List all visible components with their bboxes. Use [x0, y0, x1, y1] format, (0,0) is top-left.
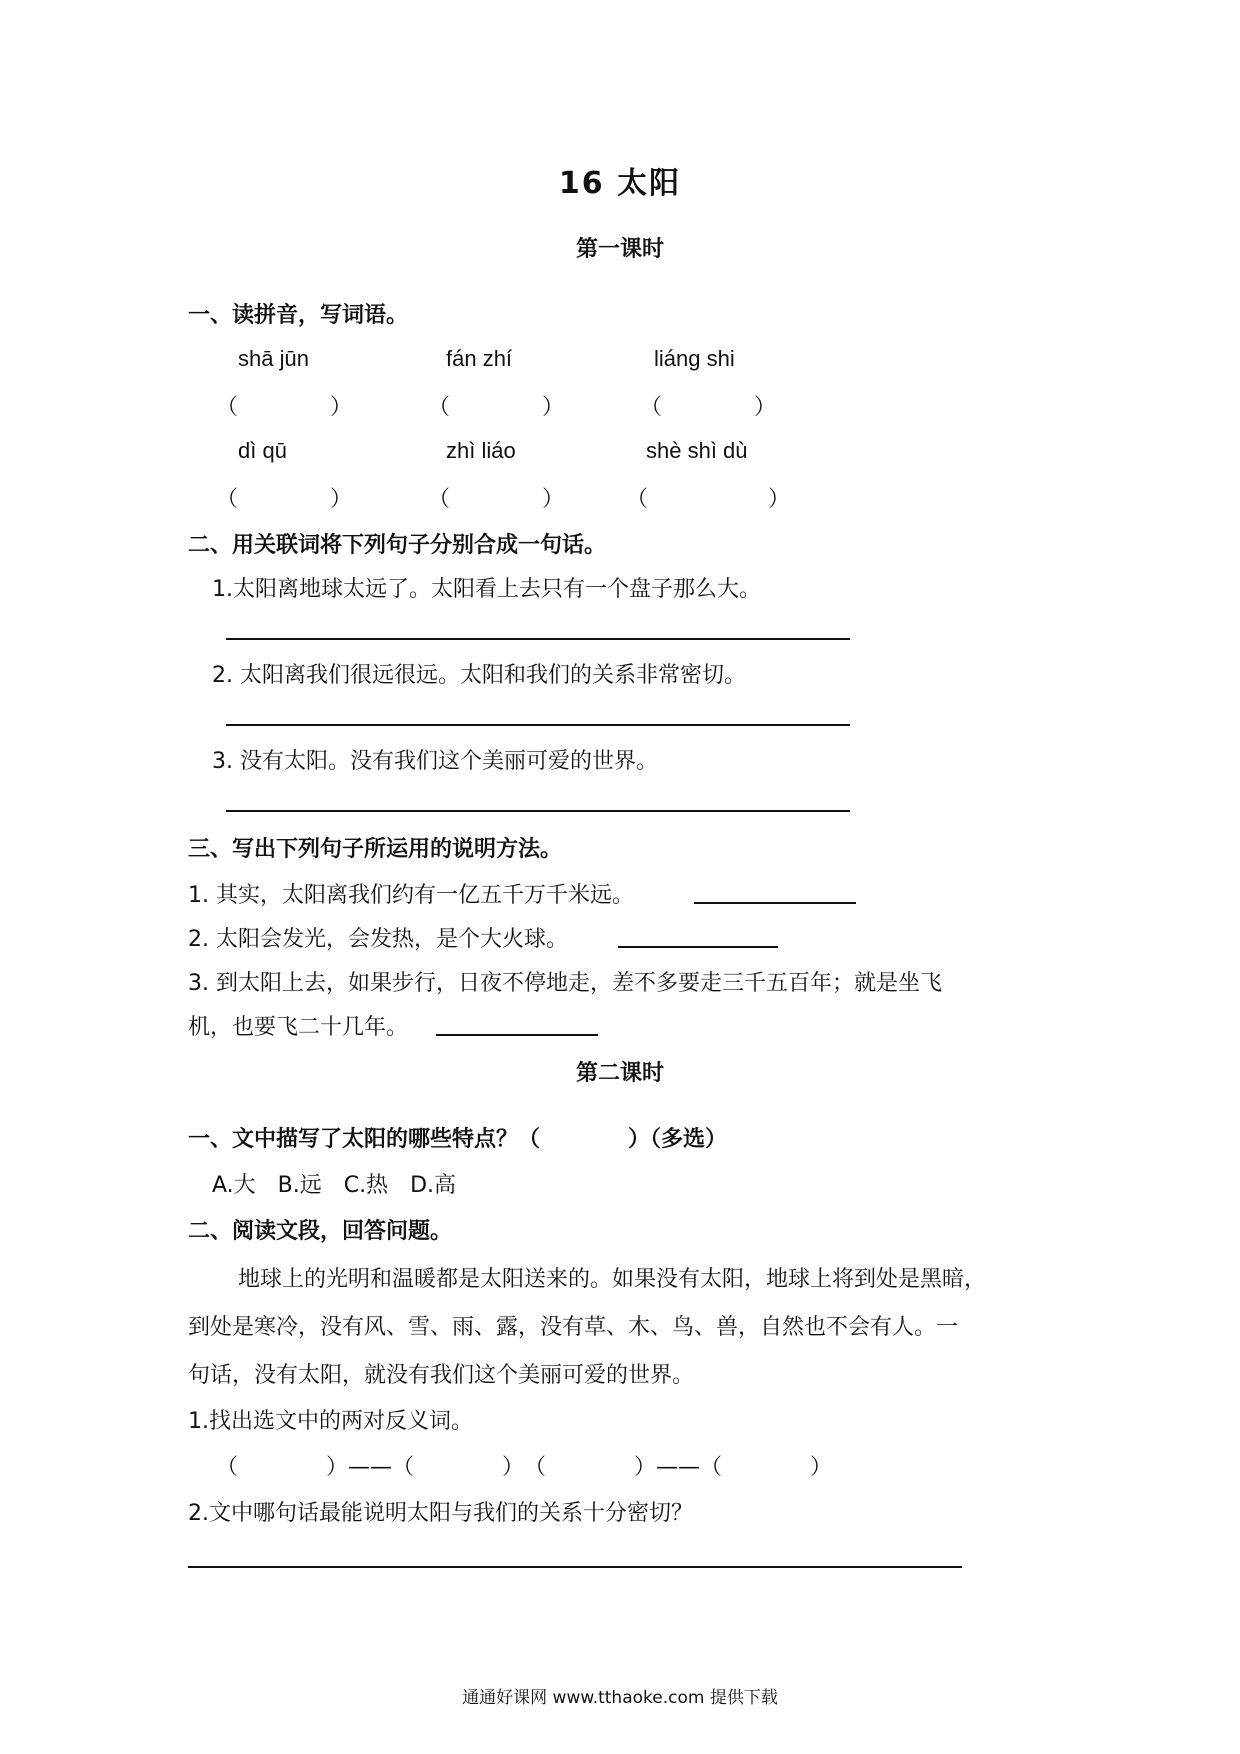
- section-combine-heading: 二、用关联词将下列句子分别合成一句话。: [188, 533, 607, 558]
- answer-line: [618, 946, 778, 948]
- method-item-2: 2. 太阳会发光，会发热，是个大火球。: [188, 927, 568, 952]
- reading-passage-line-1: 地球上的光明和温暖都是太阳送来的。如果没有太阳，地球上将到处是黑暗，: [238, 1267, 987, 1292]
- answer-paren-open: （: [640, 395, 663, 420]
- answer-paren-close: ）: [330, 395, 353, 420]
- section-reading-heading: 二、阅读文段，回答问题。: [188, 1219, 453, 1244]
- answer-paren-close: ）: [542, 395, 565, 420]
- features-options: A.大 B.远 C.热 D.高: [212, 1173, 457, 1198]
- method-item-1: 1. 其实，太阳离我们约有一亿五千万千米远。: [188, 883, 634, 908]
- reading-passage-line-2: 到处是寒冷，没有风、雪、雨、露，没有草、木、鸟、兽，自然也不会有人。一: [188, 1315, 959, 1340]
- pinyin-4: dì qū: [238, 438, 287, 463]
- section-features-heading: 一、文中描写了太阳的哪些特点？（ ）（多选）: [188, 1127, 728, 1152]
- section-pinyin-heading: 一、读拼音，写词语。: [188, 303, 409, 328]
- method-item-3: 3. 到太阳上去，如果步行，日夜不停地走，差不多要走三千五百年；就是坐飞: [188, 971, 942, 996]
- answer-line: [694, 902, 856, 904]
- answer-paren-open: （: [428, 487, 451, 512]
- pinyin-2: fán zhí: [446, 346, 513, 371]
- section-method-heading: 三、写出下列句子所运用的说明方法。: [188, 837, 563, 862]
- answer-paren-close: ）: [542, 487, 565, 512]
- lesson-one-heading: 第一课时: [575, 237, 664, 262]
- answer-paren-open: （: [216, 487, 239, 512]
- method-item-3-cont: 机，也要飞二十几年。: [188, 1015, 409, 1040]
- combine-item-1: 1.太阳离地球太远了。太阳看上去只有一个盘子那么大。: [212, 577, 761, 602]
- answer-line: [226, 638, 850, 640]
- answer-paren-close: ）: [330, 487, 353, 512]
- answer-line: [226, 724, 850, 726]
- answer-line: [226, 810, 850, 812]
- reading-passage-line-3: 句话，没有太阳，就没有我们这个美丽可爱的世界。: [188, 1363, 695, 1388]
- lesson-two-heading: 第二课时: [575, 1061, 664, 1086]
- reading-question-2: 2.文中哪句话最能说明太阳与我们的关系十分密切？: [188, 1501, 693, 1526]
- footer-credit: 通通好课网 www.tthaoke.com 提供下载: [462, 1688, 778, 1708]
- answer-paren-open: （: [626, 487, 649, 512]
- reading-question-1: 1.找出选文中的两对反义词。: [188, 1409, 473, 1434]
- answer-line: [436, 1034, 598, 1036]
- pinyin-1: shā jūn: [238, 346, 309, 371]
- answer-paren-open: （: [428, 395, 451, 420]
- antonym-pairs: （ ）——（ ） （ ）——（ ）: [216, 1455, 833, 1480]
- pinyin-3: liáng shi: [654, 346, 735, 371]
- answer-paren-close: ）: [754, 395, 777, 420]
- combine-item-2: 2. 太阳离我们很远很远。太阳和我们的关系非常密切。: [212, 663, 746, 688]
- answer-line: [188, 1566, 962, 1568]
- answer-paren-open: （: [216, 395, 239, 420]
- combine-item-3: 3. 没有太阳。没有我们这个美丽可爱的世界。: [212, 749, 658, 774]
- answer-paren-close: ）: [768, 487, 791, 512]
- page-title: 16 太阳: [558, 166, 682, 201]
- pinyin-6: shè shì dù: [646, 438, 748, 463]
- pinyin-5: zhì liáo: [446, 438, 516, 463]
